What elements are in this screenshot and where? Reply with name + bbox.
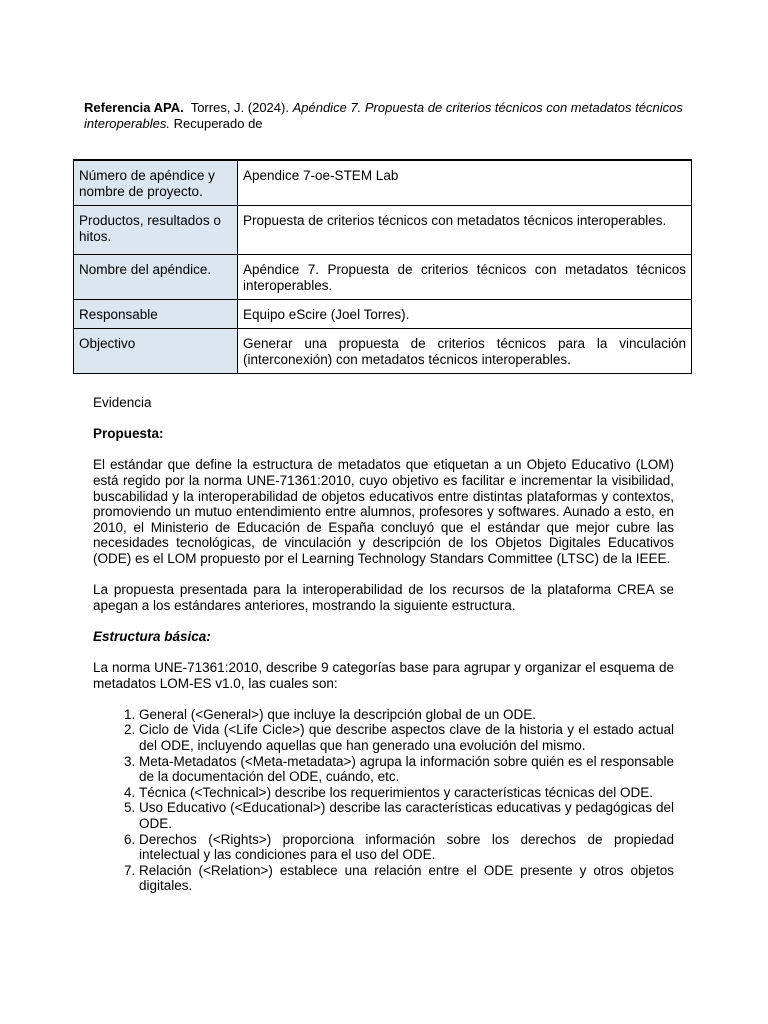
- list-item: 6. Derechos (<Rights>) proporciona información sobre los derechos de propiedad intelectual y las condiciones para el uso del ODE.: [139, 832, 674, 863]
- reference-retrieved: Recuperado de: [173, 115, 263, 131]
- row-value: Apéndice 7. Propuesta de criterios técnicos con metadatos técnicos interoperables.: [238, 255, 692, 300]
- list-item: 2. Ciclo de Vida (<Life Cicle>) que describe aspectos clave de la historia y el estado actual del ODE, incluyendo aquellas que han generado una evolución del mismo.: [139, 722, 674, 753]
- list-item: 3. Meta-Metadatos (<Meta-metadata>) agrupa la información sobre quién es el responsable de la documentación del ODE, cuándo, etc.: [139, 754, 674, 785]
- row-label: Productos, resultados o hitos.: [74, 206, 238, 255]
- row-value: Propuesta de criterios técnicos con metadatos técnicos interoperables.: [238, 206, 692, 255]
- structure-heading: Estructura básica:: [93, 628, 211, 644]
- reference-authors: Torres, J. (2024).: [190, 100, 289, 115]
- table-row: [74, 206, 692, 255]
- row-value: Apendice 7-oe-STEM Lab: [238, 160, 692, 206]
- paragraph: El estándar que define la estructura de metadatos que etiquetan a un Objeto Educativo (LOM) está regido por la norma UNE-71361:2010, cuyo objetivo es facilitar e incrementar la visibilidad, buscabilidad y la interoperabilidad de objetos educativos entre distintas plataformas y contextos, promoviendo un mutuo entendimiento entre alumnos, profesores y softwares. Aunado a esto, en 2010, el Ministerio de Educación de España concluyó que el estándar que mejor cubre las necesidades tecnológicas, de vinculación y descripción de los Objetos Digitales Educativos (ODE) es el LOM propuesto por el Learning Technology Standars Committee (LTSC) de la IEEE.: [93, 457, 674, 566]
- categories-list: [93, 707, 674, 894]
- row-label: Nombre del apéndice.: [74, 255, 238, 300]
- list-item: 1. General (<General>) que incluye la descripción global de un ODE.: [139, 707, 674, 723]
- evidence-label: Evidencia: [93, 395, 152, 410]
- paragraph: La norma UNE-71361:2010, describe 9 categorías base para agrupar y organizar el esquema de metadatos LOM-ES v1.0, las cuales son:: [93, 660, 674, 691]
- paragraph: La propuesta presentada para la interoperabilidad de los recursos de la plataforma CREA se apegan a los estándares anteriores, mostrando la siguiente estructura.: [93, 582, 674, 613]
- proposal-heading: Propuesta:: [93, 426, 164, 442]
- reference-title: Apéndice 7. Propuesta de criterios técnicos con metadatos técnicos interoperables.: [84, 100, 683, 131]
- row-label: Número de apéndice y nombre de proyecto.: [74, 160, 238, 206]
- table-row: [74, 255, 692, 300]
- document-body: [93, 395, 674, 894]
- list-item: 4. Técnica (<Technical>) describe los requerimientos y características técnicas del ODE.: [139, 785, 674, 801]
- reference-label: Referencia APA.: [84, 100, 184, 115]
- row-label: Objectivo: [74, 329, 238, 374]
- list-item: 5. Uso Educativo (<Educational>) describe las características educativas y pedagógicas del ODE.: [139, 800, 674, 831]
- row-value: Generar una propuesta de criterios técnicos para la vinculación (interconexión) con metadatos técnicos interoperables.: [238, 329, 692, 374]
- table-row: [74, 300, 692, 329]
- table-row: [74, 160, 692, 206]
- table-row: [74, 329, 692, 374]
- row-value: Equipo eScire (Joel Torres).: [238, 300, 692, 329]
- row-label: Responsable: [74, 300, 238, 329]
- apa-reference: [84, 100, 684, 131]
- appendix-info-table: [73, 159, 692, 374]
- list-item: 7. Relación (<Relation>) establece una relación entre el ODE presente y otros objetos digitales.: [139, 863, 674, 894]
